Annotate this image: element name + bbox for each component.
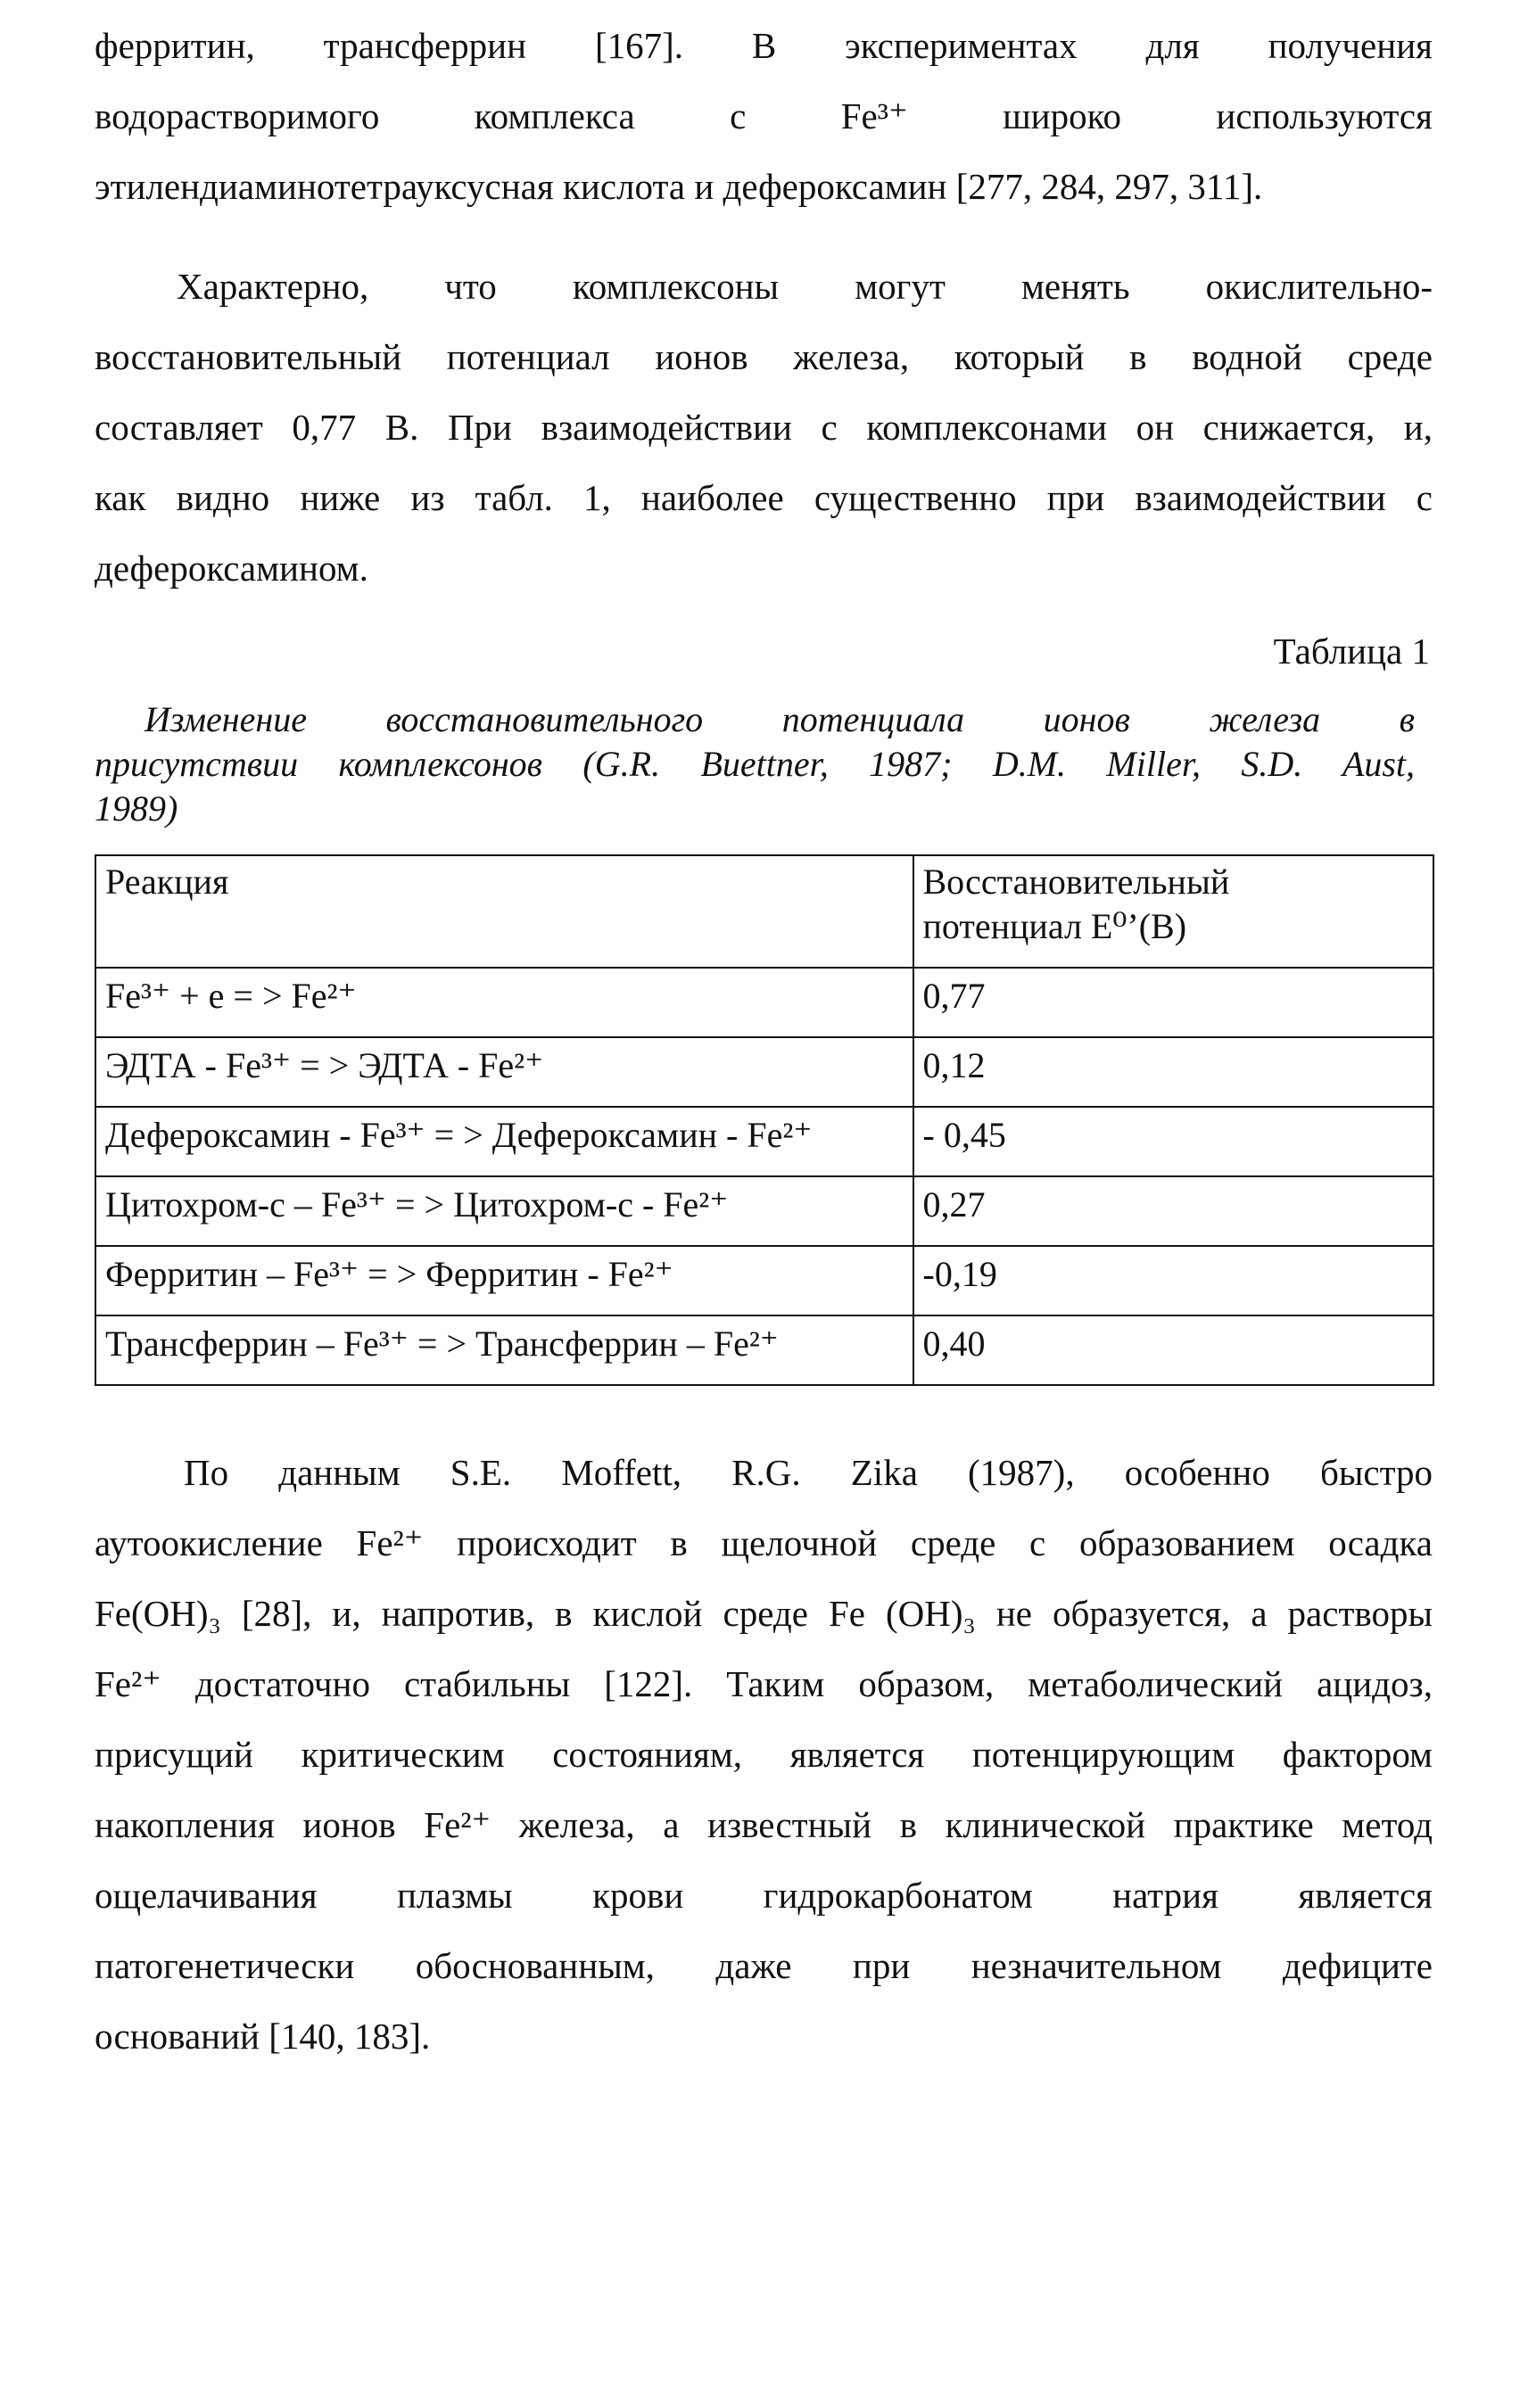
table-row — [95, 1176, 1433, 1246]
caption-line: Изменение восстановительного потенциала ионов железа в — [145, 699, 1415, 739]
table-row — [95, 1107, 1433, 1176]
paragraph-3 — [95, 1438, 1433, 2072]
text-line: восстановительный потенциал ионов железа, который в водной среде — [95, 336, 1433, 377]
text-line: присущий критическим состояниям, является потенцирующим фактором — [95, 1734, 1433, 1775]
value-cell: 0,12 — [913, 1037, 1434, 1107]
table-caption — [95, 697, 1415, 831]
caption-line: присутствии комплексонов (G.R. Buettner, 1987; D.M. Miller, S.D. Aust, — [95, 744, 1415, 784]
value-cell: 0,77 — [913, 968, 1434, 1037]
text-line: ферритин, трансферрин [167]. В экспериментах для получения — [95, 25, 1433, 66]
text-line: этилендиаминотетрауксусная кислота и дефероксамин [277, 284, 297, 311]. — [95, 166, 1263, 207]
text-line: патогенетически обоснованным, даже при незначительном дефиците — [95, 1945, 1433, 1986]
text-line: Характерно, что комплексоны могут менять окислительно- — [177, 266, 1433, 307]
reaction-cell: Цитохром-с – Fe³⁺ = > Цитохром-с - Fe²⁺ — [95, 1176, 913, 1246]
table-row — [95, 1246, 1433, 1315]
header-potential-line1: Восстановительный — [922, 862, 1230, 902]
value-cell: 0,40 — [913, 1315, 1434, 1385]
header-potential-line2: потенциал E⁰’(В) — [922, 906, 1187, 946]
text-line: дефероксамином. — [95, 548, 368, 589]
reaction-cell: Трансферрин – Fe³⁺ = > Трансферрин – Fe²⁺ — [95, 1315, 913, 1385]
table-row — [95, 1037, 1433, 1107]
text-line: аутоокисление Fe²⁺ происходит в щелочной среде с образованием осадка — [95, 1522, 1433, 1563]
text-line: составляет 0,77 В. При взаимодействии с комплексонами он снижается, и, — [95, 407, 1433, 448]
text-line: накопления ионов Fe²⁺ железа, а известный в клинической практике метод — [95, 1804, 1433, 1845]
header-reaction: Реакция — [95, 855, 913, 968]
header-potential — [913, 855, 1434, 968]
value-cell: 0,27 — [913, 1176, 1434, 1246]
text-line: Fe²⁺ достаточно стабильны [122]. Таким образом, метаболический ацидоз, — [95, 1663, 1433, 1704]
reaction-cell: Дефероксамин - Fe³⁺ = > Дефероксамин - Fe²⁺ — [95, 1107, 913, 1176]
reaction-cell: ЭДТА - Fe³⁺ = > ЭДТА - Fe²⁺ — [95, 1037, 913, 1107]
value-cell: -0,19 — [913, 1246, 1434, 1315]
text-line: Fe(OH)₃ [28], и, напротив, в кислой среде Fe (OH)₃ не образуется, а растворы — [95, 1593, 1433, 1634]
text-line: как видно ниже из табл. 1, наиболее существенно при взаимодействии с — [95, 477, 1433, 518]
table-number: Таблица 1 — [1273, 631, 1430, 672]
table-row — [95, 1315, 1433, 1385]
paragraph-2 — [95, 252, 1433, 604]
text-line: По данным S.E. Moffett, R.G. Zika (1987), особенно быстро — [184, 1452, 1433, 1493]
reaction-cell: Fe³⁺ + e = > Fe²⁺ — [95, 968, 913, 1037]
paragraph-1 — [95, 11, 1433, 222]
text-line: ощелачивания плазмы крови гидрокарбонатом натрия является — [95, 1875, 1433, 1916]
text-line: водорастворимого комплекса с Fe³⁺ широко используются — [95, 95, 1433, 136]
potential-table — [95, 854, 1434, 1386]
reaction-cell: Ферритин – Fe³⁺ = > Ферритин - Fe²⁺ — [95, 1246, 913, 1315]
table-header-row — [95, 855, 1433, 968]
table-row — [95, 968, 1433, 1037]
text-line: оснований [140, 183]. — [95, 2016, 431, 2057]
caption-line: 1989) — [95, 788, 178, 829]
value-cell: - 0,45 — [913, 1107, 1434, 1176]
